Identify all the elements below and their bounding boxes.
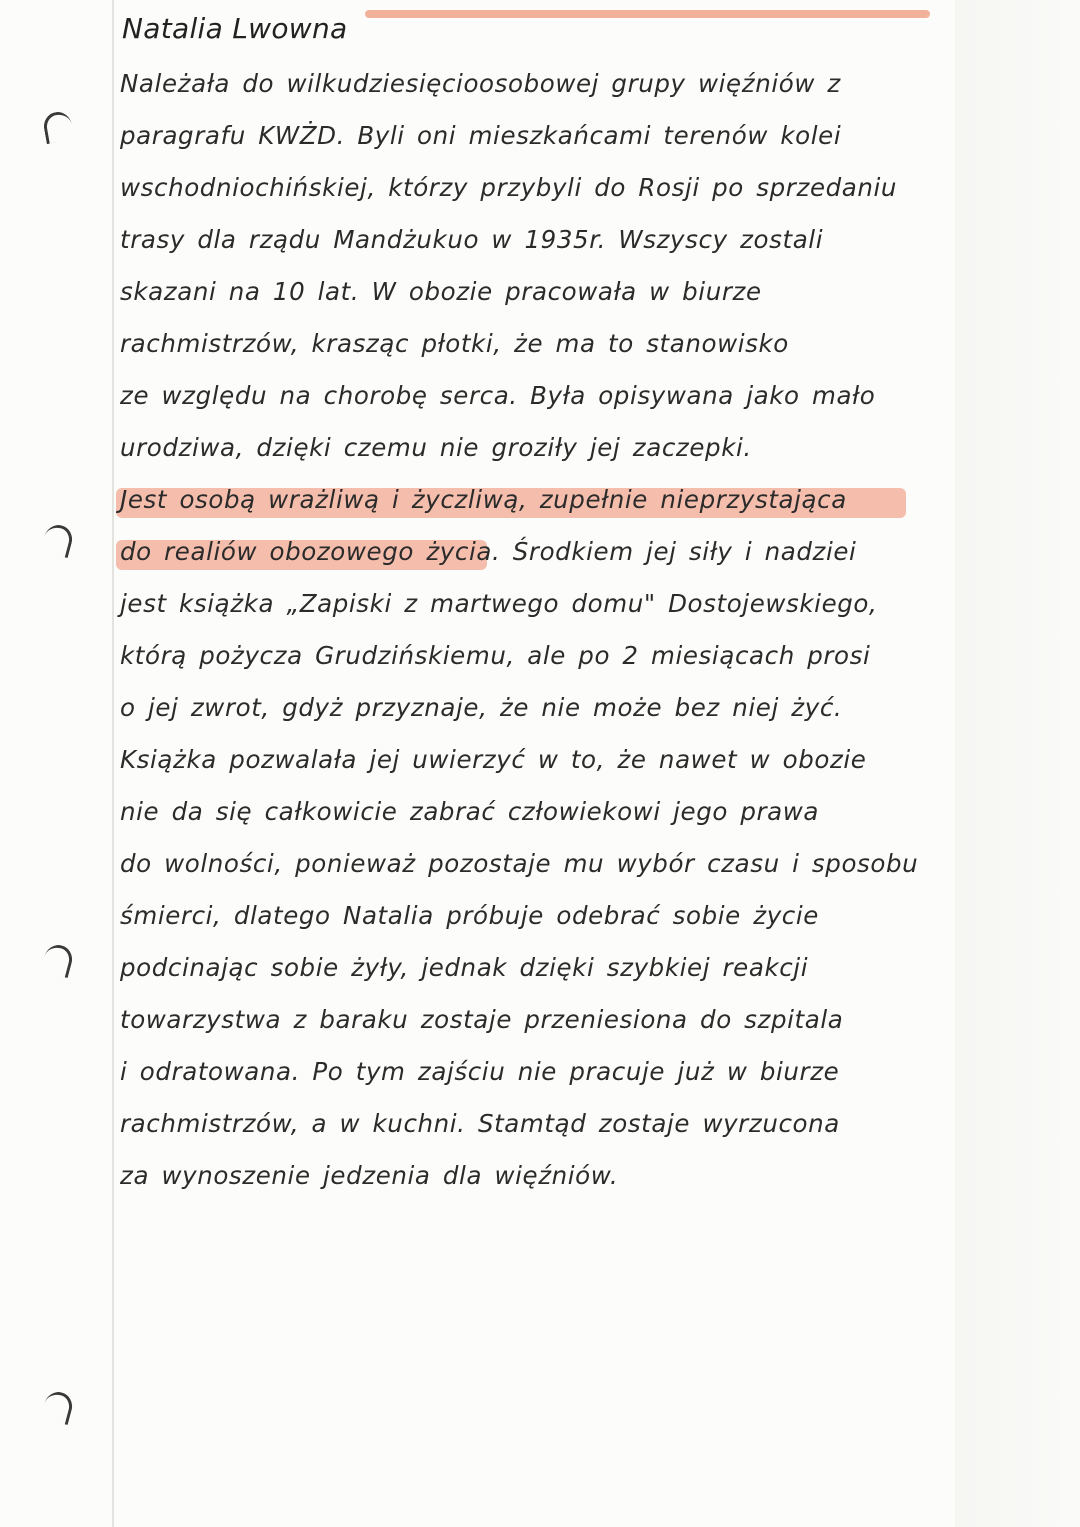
text-line <box>120 266 950 318</box>
line-text: Książka pozwalała jej uwierzyć w to, że nawet w obozie <box>120 745 867 774</box>
text-line <box>120 474 950 526</box>
text-line <box>120 422 950 474</box>
line-text: ze względu na chorobę serca. Była opisywana jako mało <box>120 381 876 410</box>
text-line <box>120 318 950 370</box>
line-text: wschodniochińskiej, którzy przybyli do Rosji po sprzedaniu <box>120 173 898 202</box>
handwritten-body <box>120 58 950 1202</box>
text-line <box>120 578 950 630</box>
show-through-area <box>955 0 1080 1527</box>
line-text: nie da się całkowicie zabrać człowiekowi jego prawa <box>120 797 820 826</box>
text-line <box>120 838 950 890</box>
note-title: Natalia Lwowna <box>122 12 348 45</box>
text-line <box>120 734 950 786</box>
line-text: urodziwa, dzięki czemu nie groziły jej zaczepki. <box>120 433 752 462</box>
line-text: rachmistrzów, a w kuchni. Stamtąd zostaje wyrzucona <box>120 1109 840 1138</box>
text-line <box>120 1150 950 1202</box>
line-text: za wynoszenie jedzenia dla więźniów. <box>120 1161 619 1190</box>
text-line <box>120 994 950 1046</box>
line-text: jest książka „Zapiski z martwego domu" Dostojewskiego, <box>120 589 878 618</box>
binder-hole-mark <box>41 522 76 558</box>
line-text: którą pożycza Grudzińskiemu, ale po 2 miesiącach prosi <box>120 641 871 670</box>
line-text: podcinając sobie żyły, jednak dzięki szybkiej reakcji <box>120 953 809 982</box>
binder-hole-mark <box>41 1389 76 1425</box>
line-text: skazani na 10 lat. W obozie pracowała w biurze <box>120 277 762 306</box>
line-text: rachmistrzów, krasząc płotki, że ma to stanowisko <box>120 329 789 358</box>
line-text: do wolności, ponieważ pozostaje mu wybór czasu i sposobu <box>120 849 919 878</box>
heading-row <box>122 12 348 50</box>
text-line <box>120 630 950 682</box>
binder-hole-mark <box>42 110 75 144</box>
line-text: trasy dla rządu Mandżukuo w 1935r. Wszyscy zostali <box>120 225 824 254</box>
line-text: towarzystwa z baraku zostaje przeniesiona do szpitala <box>120 1005 844 1034</box>
text-line <box>120 110 950 162</box>
line-text: śmierci, dlatego Natalia próbuje odebrać sobie życie <box>120 901 819 930</box>
line-text: paragrafu KWŻD. Byli oni mieszkańcami terenów kolei <box>120 121 842 150</box>
binder-hole-mark <box>41 942 76 978</box>
text-line <box>120 58 950 110</box>
line-text: i odratowana. Po tym zajściu nie pracuje już w biurze <box>120 1057 840 1086</box>
line-text: do realiów obozowego życia. Środkiem jej siły i nadziei <box>120 537 857 566</box>
text-line <box>120 890 950 942</box>
text-line <box>120 942 950 994</box>
line-text: o jej zwrot, gdyż przyznaje, że nie może bez niej żyć. <box>120 693 843 722</box>
text-line <box>120 526 950 578</box>
text-line <box>120 682 950 734</box>
line-text: Jest osobą wrażliwą i życzliwą, zupełnie nieprzystająca <box>120 485 847 514</box>
text-line <box>120 214 950 266</box>
line-text: Należała do wilkudziesięcioosobowej grupy więźniów z <box>120 69 841 98</box>
title-highlight-stroke <box>365 10 930 18</box>
text-line <box>120 786 950 838</box>
text-line <box>120 1098 950 1150</box>
margin-line <box>112 0 114 1527</box>
text-line <box>120 1046 950 1098</box>
text-line <box>120 162 950 214</box>
text-line <box>120 370 950 422</box>
